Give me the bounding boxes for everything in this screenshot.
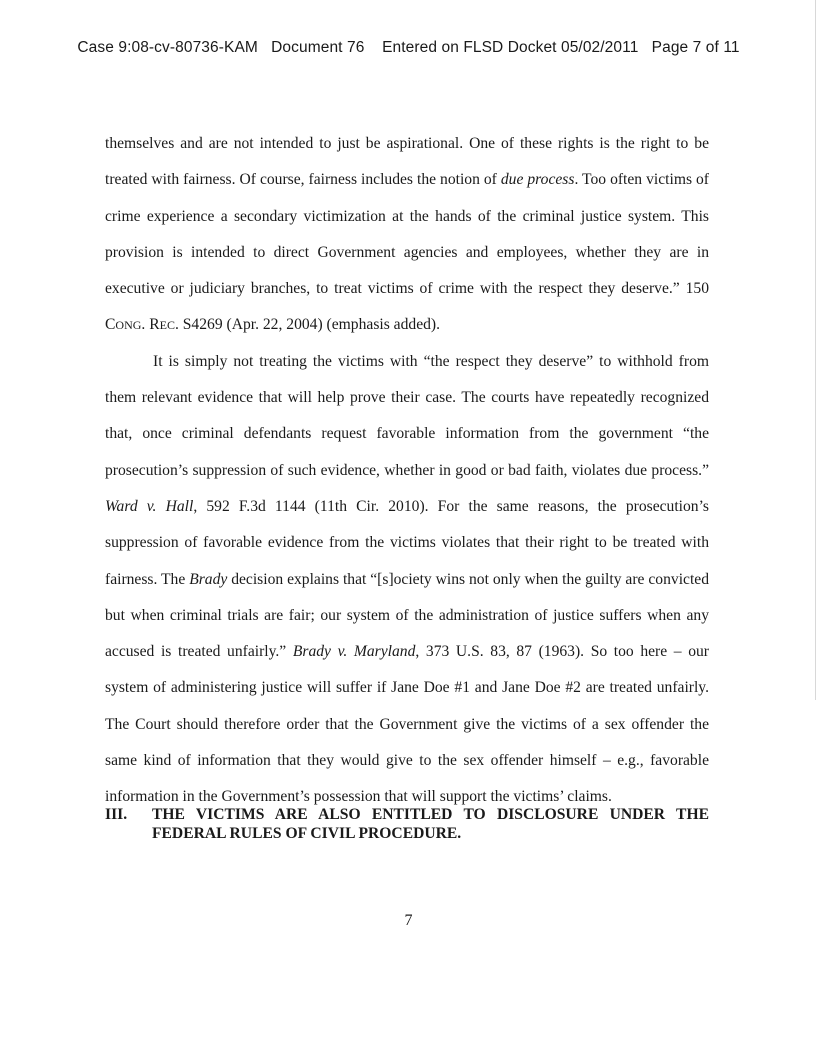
paragraph-2: It is simply not treating the victims with “the respect they deserve” to withhold from them relevant evidence that will help prove their case. The courts have repeatedly recognized that, once criminal defendants request favorable information from the government “the prosecution’s suppression of such evidence, whether in good or bad faith, violates due process.” Ward v. Hall, 592 F.3d 1144 (11th Cir. 2010). For the same reasons, the prosecution’s suppression of favorable evidence from the victims violates that their right to be treated with fairness. The Brady decision explains that “[s]ociety wins not only when the guilty are convicted but when criminal trials are fair; our system of the administration of justice suffers when any accused is treated unfairly.” Brady v. Maryland, 373 U.S. 83, 87 (1963). So too here – our system of administering justice will suffer if Jane Doe #1 and Jane Doe #2 are treated unfairly. The Court should therefore order that the Government give the victims of a sex offender the same kind of information that they would give to the sex offender himself – e.g., favorable information in the Government’s possession that will support the victims’ claims. (105, 352, 710, 806)
section-number: III. (105, 806, 128, 823)
header-case: Case 9:08-cv-80736-KAM (77, 39, 258, 56)
emphasis-due-process: due process (500, 171, 575, 189)
header-page: Page 7 of 11 (651, 39, 740, 56)
page-edge (815, 0, 816, 700)
header-document: Document 76 (271, 39, 365, 56)
body-text (105, 126, 709, 816)
case-citation: Brady (189, 570, 228, 588)
docket-header (0, 39, 817, 57)
section-title: THE VICTIMS ARE ALSO ENTITLED TO DISCLOSURE UNDER THE FEDERAL RULES OF CIVIL PROCEDURE. (152, 806, 709, 842)
case-citation: Brady v. Maryland (292, 643, 416, 661)
section-heading (105, 805, 709, 843)
header-entered: Entered on FLSD Docket 05/02/2011 (382, 39, 639, 56)
page-number: 7 (404, 912, 413, 929)
case-citation: Ward v. Hall (105, 497, 194, 515)
paragraph-1: themselves and are not intended to just be aspirational. One of these rights is the right to be treated with fairness. Of course, fairness includes the notion of due process. Too often victims of crime experience a secondary victimization at the hands of the criminal justice system. This provision is intended to direct Government agencies and employees, whether they are in executive or judiciary branches, to treat victims of crime with the respect they deserve.” 150 CONG. REC. S4269 (Apr. 22, 2004) (emphasis added). (105, 135, 709, 334)
